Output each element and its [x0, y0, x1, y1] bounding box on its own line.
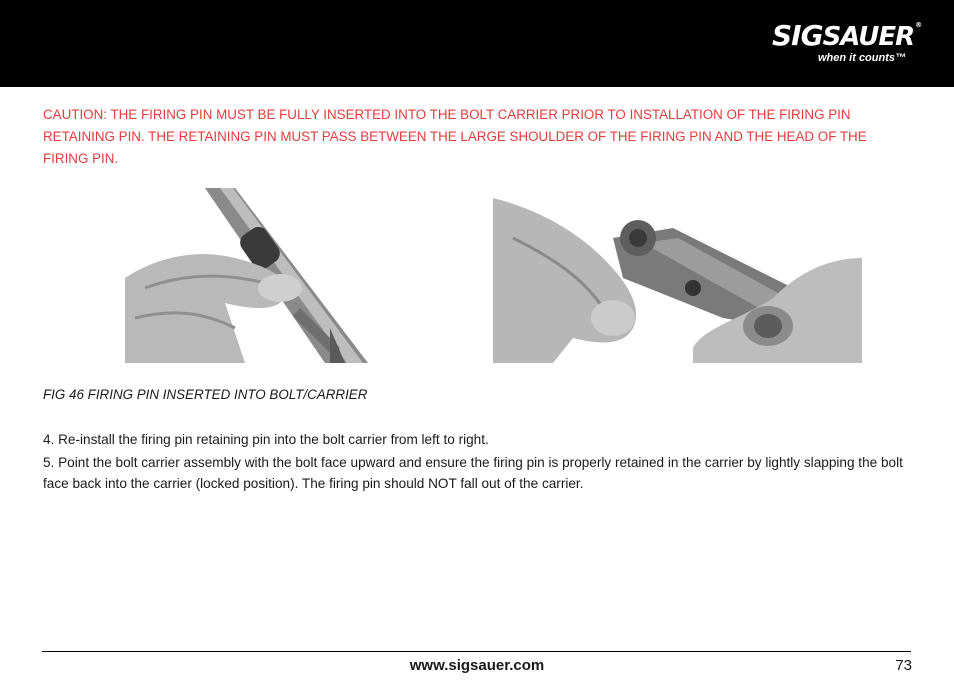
- step-4: 4. Re-install the firing pin retaining pin into the bolt carrier from left to right.: [43, 432, 489, 447]
- caution-text: CAUTION: THE FIRING PIN MUST BE FULLY INSERTED INTO THE BOLT CARRIER PRIOR TO INSTALLATION OF THE FIRING PIN RETAINING PIN. THE RETAINING PIN MUST PASS BETWEEN THE LARGE SHOULDER OF THE FIRING PIN AND THE HEAD OF THE FIRING PIN.: [43, 107, 867, 166]
- logo-tagline: when it counts™: [818, 52, 906, 64]
- figure-caption: FIG 46 FIRING PIN INSERTED INTO BOLT/CARRIER: [43, 387, 368, 402]
- photo-firing-pin-insertion: [125, 188, 368, 363]
- photo-bolt-assembly: [493, 198, 862, 363]
- logo-sig: SIG: [772, 19, 823, 52]
- footer-url[interactable]: www.sigsauer.com: [409, 657, 545, 674]
- logo-wordmark: [772, 19, 922, 52]
- logo-sauer: SAUER: [822, 22, 915, 52]
- photo-2-illustration: [493, 198, 862, 363]
- page-number: 73: [895, 657, 912, 674]
- logo-registered-mark: ®: [915, 21, 922, 29]
- footer-divider: [42, 651, 911, 652]
- header-bar: [0, 0, 954, 87]
- sig-sauer-logo: [772, 19, 922, 78]
- photo-1-illustration: [125, 188, 368, 363]
- step-5: 5. Point the bolt carrier assembly with the bolt face upward and ensure the firing pin is properly retained in the carrier by lightly slapping the bolt face back into the carrier (locked position). The firing pin should NOT fall out of the carrier.: [43, 455, 903, 491]
